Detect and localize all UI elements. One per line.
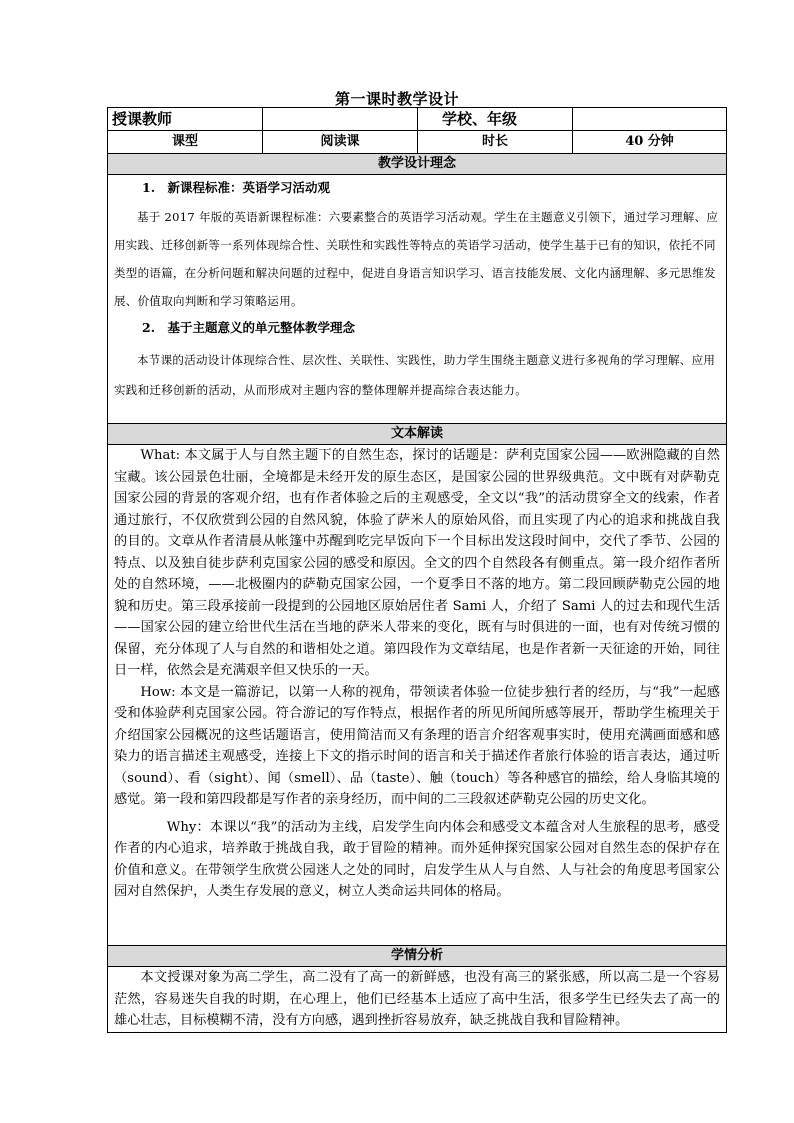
teacher-label: 授课教师 [108, 108, 263, 131]
text-analysis-heading-row [108, 424, 727, 445]
concept-body-row [108, 175, 727, 424]
concept-heading: 教学设计理念 [108, 154, 727, 175]
text-analysis-how: How: 本文是一篇游记，以第一人称的视角，带领读者体验一位徒步独行者的经历，与“我”一起感受和体验萨利克国家公园。符合游记的写作特点，根据作者的所见所闻所感等展开，帮助学生梳理关于介绍国家公园概况的这些话题语言，使用简洁而又有条理的语言介绍客观事实时，使用充满画面感和感染力的语言描述主观感受，连接上下文的指示时间的语言和关于描述作者旅行体验的语言表达，通过听（sound）、看（sight）、闻（smell）、品（taste）、触（touch）等各种感官的描绘，给人身临其境的感觉。第一段和第四段都是写作者的亲身经历，而中间的二三段叙述萨勒克公园的历史文化。 [114, 684, 720, 807]
teacher-value [263, 108, 418, 131]
teacher-row [108, 108, 727, 131]
type-label: 课型 [108, 131, 263, 154]
student-analysis-text: 本文授课对象为高二学生，高二没有了高一的新鲜感，也没有高三的紧张感，所以高二是一个容易茫然，容易迷失自我的时期，在心理上，他们已经基本上适应了高中生活，很多学生已经失去了高一的雄心壮志，目标模糊不清，没有方向感，遇到挫折容易放弃，缺乏挑战自我和冒险精神。 [114, 970, 720, 1028]
student-analysis-body [108, 967, 727, 1033]
concept-heading-row [108, 154, 727, 175]
type-row [108, 131, 727, 154]
concept-body [108, 175, 727, 424]
text-analysis-heading: 文本解读 [108, 424, 727, 445]
type-value: 阅读课 [263, 131, 418, 154]
concept-item2-title: 2. 基于主题意义的单元整体教学理念 [142, 320, 356, 335]
school-label: 学校、年级 [418, 108, 573, 131]
lesson-plan-table [107, 107, 727, 1033]
duration-label: 时长 [418, 131, 573, 154]
document-title: 第一课时教学设计 [334, 90, 459, 108]
student-analysis-heading-row [108, 946, 727, 967]
school-value [573, 108, 727, 131]
student-analysis-body-row [108, 967, 727, 1033]
duration-value: 40 分钟 [573, 131, 727, 154]
text-analysis-what: What: 本文属于人与自然主题下的自然生态，探讨的话题是：萨利克国家公园——欧洲隐藏的自然宝藏。该公园景色壮丽，全境都是未经开发的原生态区，是国家公园的世界级典范。文中既有对萨勒克国家公园的背景的客观介绍，也有作者体验之后的主观感受，全文以“我”的活动贯穿全文的线索，作者通过旅行，不仅欣赏到公园的自然风貌，体验了萨米人的原始风俗，而且实现了内心的追求和挑战自我的目的。文章从作者清晨从帐篷中苏醒到吃完早饭向下一个目标出发这段时间中，交代了季节、公园的特点、以及独自徒步萨利克国家公园的感受和原因。全文的四个自然段各有侧重点。第一段介绍作者所处的自然环境，——北极圈内的萨勒克国家公园，一个夏季日不落的地方。第二段回顾萨勒克公园的地貌和历史。第三段承接前一段提到的公园地区原始居住者 Sami 人，介绍了 Sami 人的过去和现代生活——国家公园的建立给世代生活在当地的萨米人带来的变化，既有与时俱进的一面，也有对传统习惯的保留，充分体现了人与自然的和谐相处之道。第四段作为文章结尾，也是作者新一天征途的开始，同往日一样，依然会是充满艰辛但又快乐的一天。 [114, 448, 720, 678]
concept-item1-text: 基于 2017 年版的英语新课程标准：六要素整合的英语学习活动观。学生在主题意义引领下，通过学习理解、应用实践、迁移创新等一系列体现综合性、关联性和实践性等特点的英语学习活动，使学生基于已有的知识，依托不同类型的语篇，在分析问题和解决问题的过程中，促进自身语言知识学习、语言技能发展、文化内涵理解、多元思维发展、价值取向判断和学习策略运用。 [114, 210, 719, 308]
text-analysis-body [108, 445, 727, 946]
text-analysis-why: Why：本课以“我”的活动为主线，启发学生向内体会和感受文本蕴含对人生旅程的思考，感受作者的内心追求，培养敢于挑战自我，敢于冒险的精神。而外延伸探究国家公园对自然生态的保护存在价值和意义。在带领学生欣赏公园迷人之处的同时，启发学生从人与自然、人与社会的角度思考国家公园对自然保护，人类生存发展的意义，树立人类命运共同体的格局。 [114, 819, 720, 899]
concept-item2-text: 本节课的活动设计体现综合性、层次性、关联性、实践性，助力学生围绕主题意义进行多视角的学习理解、应用实践和迁移创新的活动，从而形成对主题内容的整体理解并提高综合表达能力。 [114, 353, 716, 397]
student-analysis-heading: 学情分析 [108, 946, 727, 967]
text-analysis-body-row [108, 445, 727, 946]
concept-item1-title: 1. 新课程标准：英语学习活动观 [142, 180, 331, 195]
